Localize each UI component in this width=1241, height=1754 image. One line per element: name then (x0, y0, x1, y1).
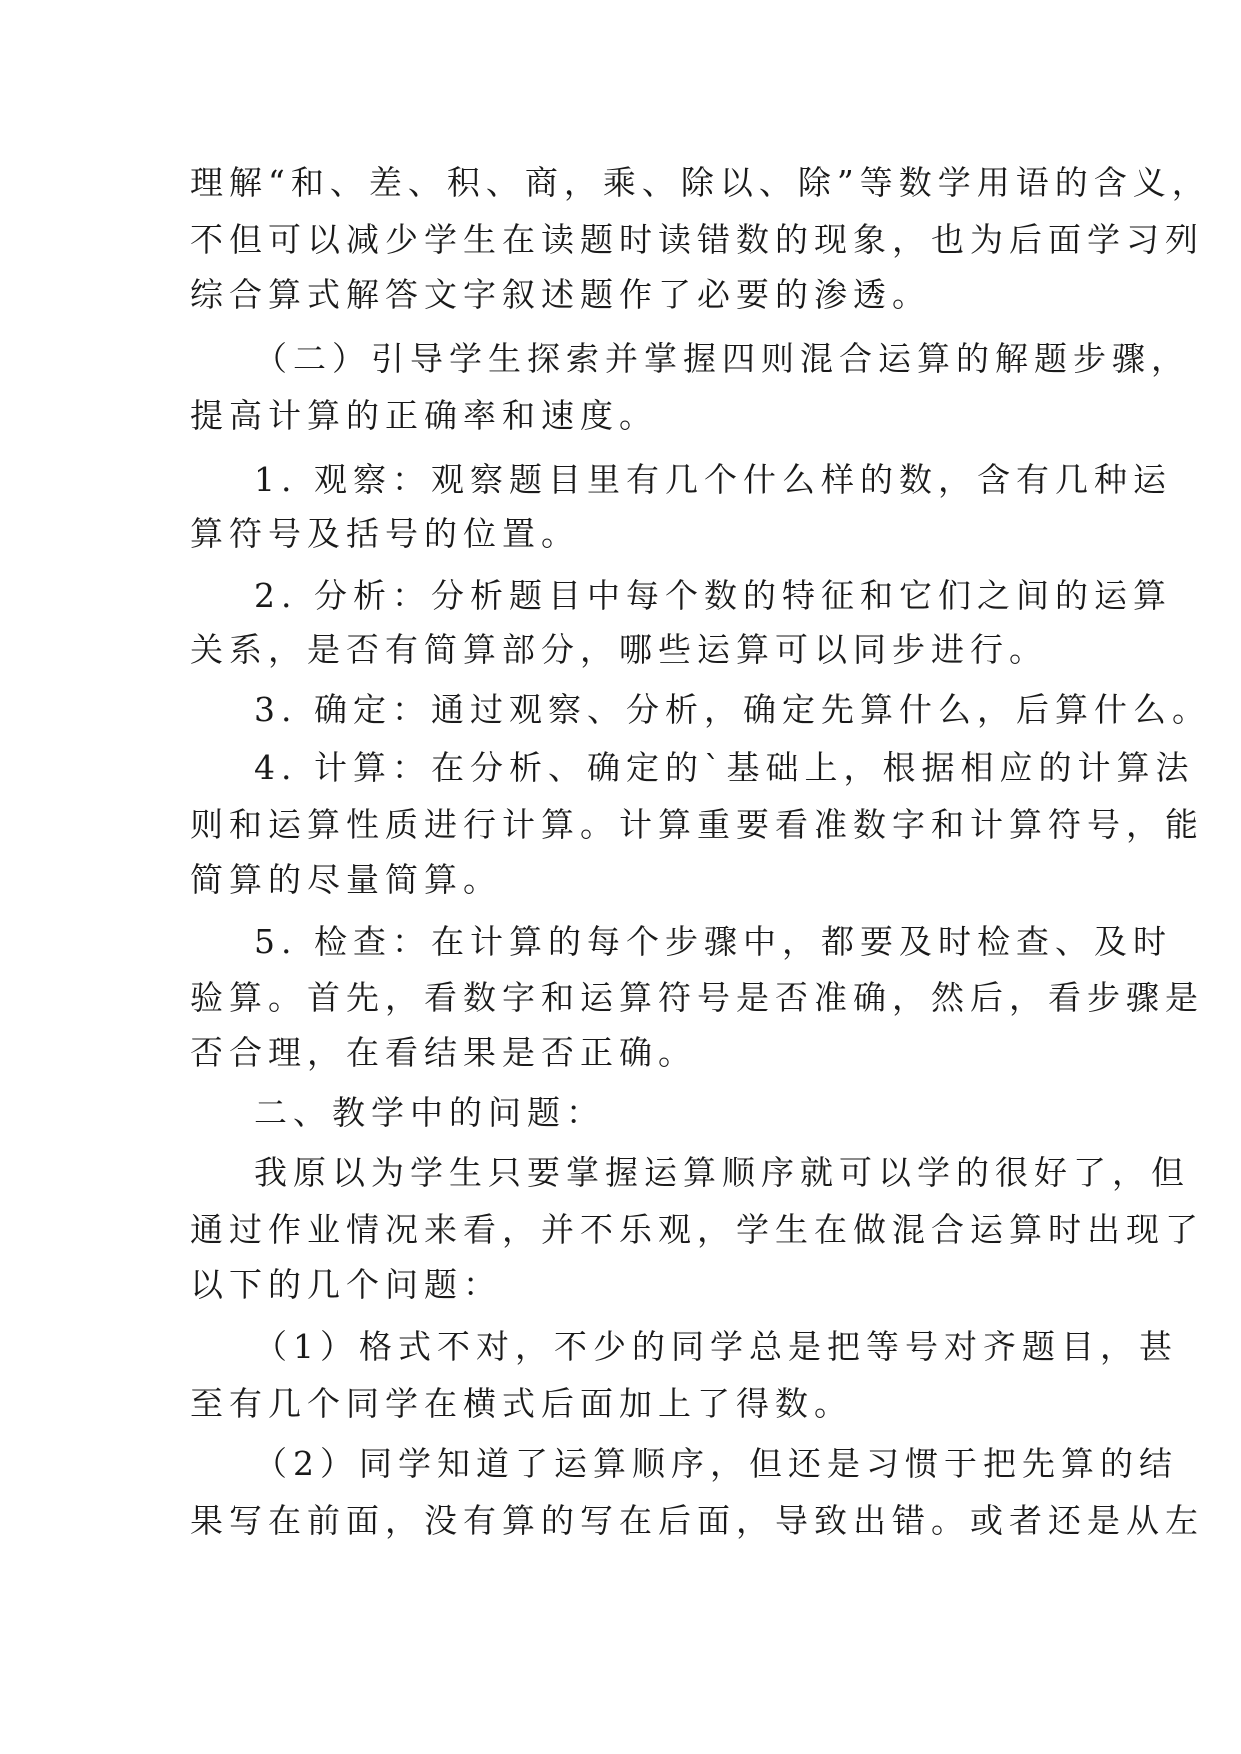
text-line: 果写在前面，没有算的写在后面，导致出错。或者还是从左 (190, 1501, 1204, 1540)
text-line: 4. 计算：在分析、确定的`基础上，根据相应的计算法 (254, 748, 1195, 787)
text-line: 否合理，在看结果是否正确。 (190, 1033, 697, 1072)
text-line: 验算。首先，看数字和运算符号是否准确，然后，看步骤是 (190, 978, 1204, 1017)
text-line: 至有几个同学在横式后面加上了得数。 (190, 1384, 853, 1423)
text-line: 二、教学中的问题： (254, 1093, 605, 1132)
text-line: 提高计算的正确率和速度。 (190, 396, 658, 435)
text-line: 简算的尽量简算。 (190, 860, 502, 899)
text-line: 通过作业情况来看，并不乐观，学生在做混合运算时出现了 (190, 1210, 1204, 1249)
text-line: 则和运算性质进行计算。计算重要看准数字和计算符号，能 (190, 805, 1204, 844)
text-line: 关系，是否有简算部分，哪些运算可以同步进行。 (190, 630, 1048, 669)
text-line: （二）引导学生探索并掌握四则混合运算的解题步骤， (254, 339, 1190, 378)
text-line: （1）格式不对，不少的同学总是把等号对齐题目，甚 (254, 1327, 1178, 1366)
text-line: 5. 检查：在计算的每个步骤中，都要及时检查、及时 (254, 922, 1172, 961)
text-line: 3. 确定：通过观察、分析，确定先算什么，后算什么。 (254, 690, 1211, 729)
text-line: 我原以为学生只要掌握运算顺序就可以学的很好了，但 (254, 1153, 1190, 1192)
text-line: （2）同学知道了运算顺序，但还是习惯于把先算的结 (254, 1444, 1178, 1483)
text-line: 以下的几个问题： (190, 1265, 502, 1304)
text-line: 理解“和、差、积、商，乘、除以、除”等数学用语的含义， (190, 163, 1211, 202)
text-line: 1. 观察：观察题目里有几个什么样的数，含有几种运 (254, 460, 1172, 499)
text-line: 2. 分析：分析题目中每个数的特征和它们之间的运算 (254, 576, 1172, 615)
text-line: 算符号及括号的位置。 (190, 514, 580, 553)
text-line: 综合算式解答文字叙述题作了必要的渗透。 (190, 275, 931, 314)
text-line: 不但可以减少学生在读题时读错数的现象，也为后面学习列 (190, 220, 1204, 259)
